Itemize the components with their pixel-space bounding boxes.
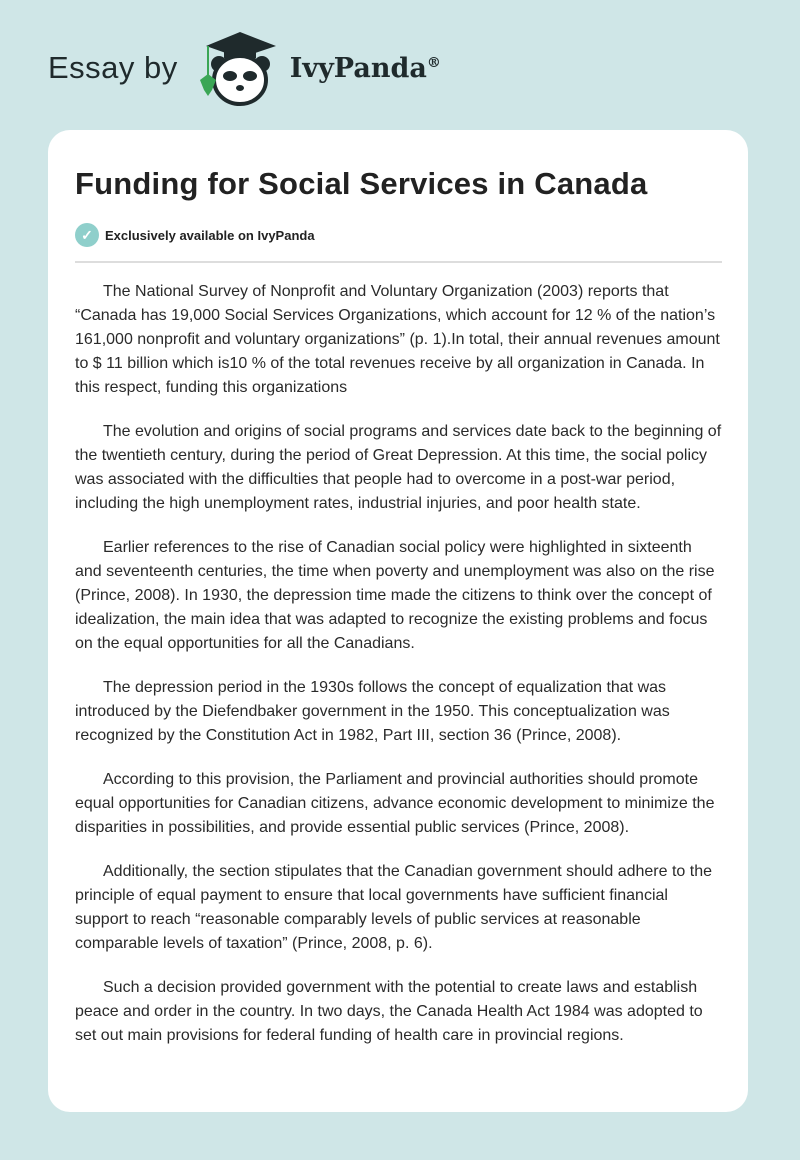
site-header (48, 28, 441, 108)
check-circle-icon: ✓ (75, 223, 99, 247)
badge-text: Exclusively available on IvyPanda (105, 227, 315, 243)
essay-card (48, 130, 748, 1112)
essay-by-label: Essay by (48, 50, 178, 85)
paragraph: Additionally, the section stipulates that the Canadian government should adhere to the principle of equal payment to ensure that local governments have sufficient financial support to reach “reasonable comparably levels of public services at reasonable comparable levels of taxation” (Prince, 2008, p. 6). (75, 863, 712, 952)
paragraph: The depression period in the 1930s follows the concept of equalization that was introduced by the Diefendbaker government in the 1950. This conceptualization was recognized by the Constitution Act in 1982, Part III, section 36 (Prince, 2008). (75, 679, 670, 744)
paragraph: The evolution and origins of social programs and services date back to the beginning of the twentieth century, during the period of Great Depression. At this time, the social policy was associated with the difficulties that people had to overcome in a post-war period, including the high unemployment rates, industrial injuries, and poor health state. (75, 423, 722, 512)
ivypanda-logo-icon[interactable] (196, 28, 284, 108)
exclusive-badge (75, 223, 315, 247)
divider (75, 261, 722, 263)
essay-body (75, 280, 722, 1068)
paragraph: Earlier references to the rise of Canadian social policy were highlighted in sixteenth and seventeenth centuries, the time when poverty and unemployment was also on the rise (Prince, 2008). In 1930, the depression time made the citizens to think over the concept of idealization, the main idea that was adapted to recognize the existing problems and focus on the equal opportunities for all the Canadians. (75, 539, 715, 652)
registered-mark: ® (426, 54, 441, 71)
brand-name (290, 53, 441, 84)
paragraph: According to this provision, the Parliament and provincial authorities should promote equal opportunities for Canadian citizens, advance economic development to minimize the disparities in possibilities, and provide essential public services (Prince, 2008). (75, 771, 715, 836)
paragraph: The National Survey of Nonprofit and Voluntary Organization (2003) reports that “Canada has 19,000 Social Services Organizations, which account for 12 % of the nation’s 161,000 nonprofit and voluntary organizations” (p. 1).In total, their annual revenues amount to $ 11 billion which is10 % of the total revenues receive by all organization in Canada. In this respect, funding this organizations (75, 283, 720, 396)
paragraph: Such a decision provided government with the potential to create laws and establish peace and order in the country. In two days, the Canada Health Act 1984 was adopted to set out main provisions for federal funding of health care in provincial regions. (75, 979, 703, 1044)
brand-text: IvyPanda (289, 52, 427, 84)
page-title: Funding for Social Services in Canada (75, 166, 648, 201)
